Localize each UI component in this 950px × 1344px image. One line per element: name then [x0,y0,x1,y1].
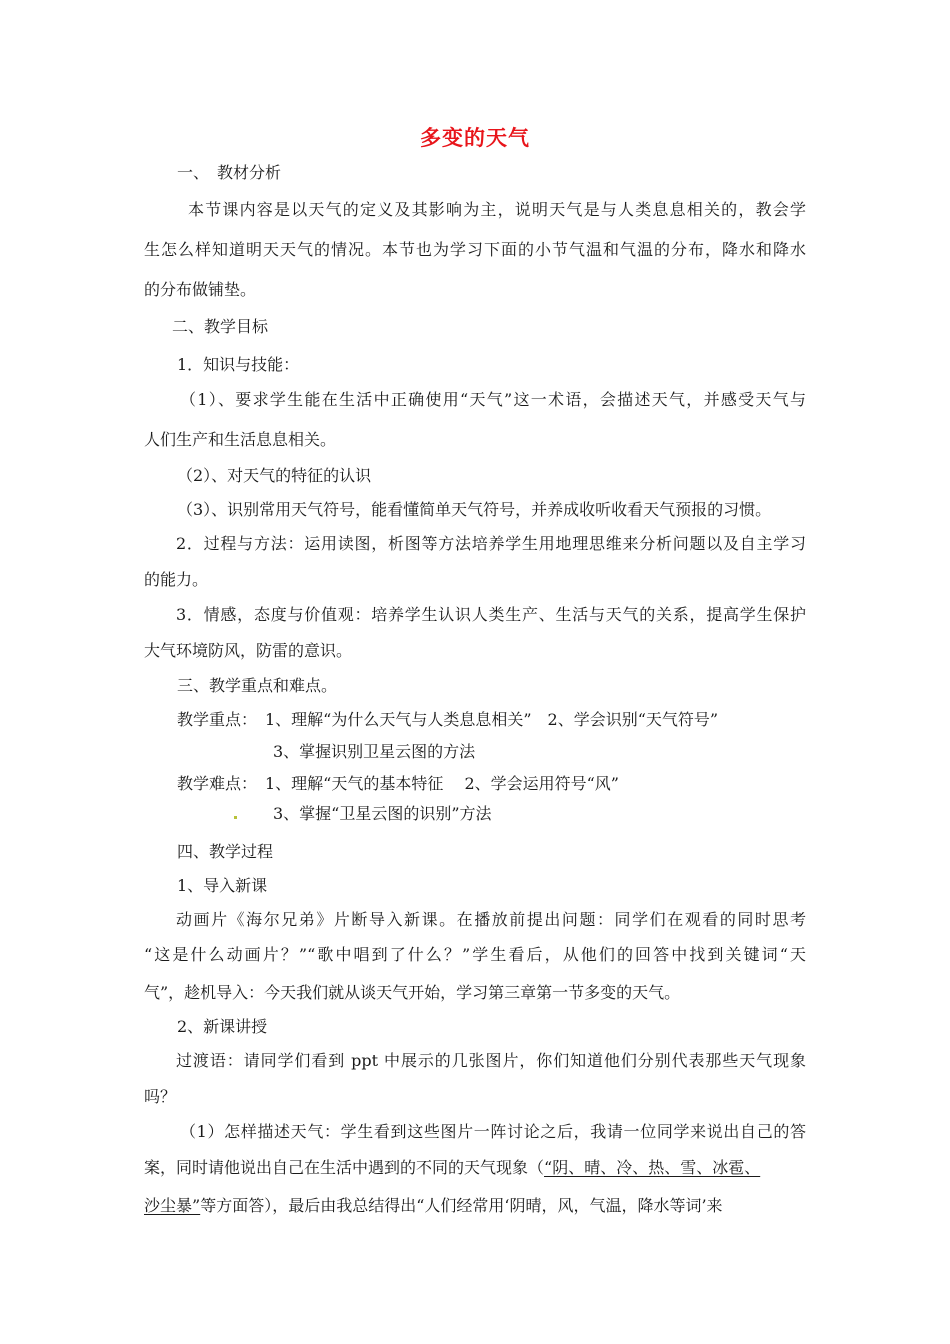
key-points-line: 3、掌握识别卫星云图的方法 [273,742,476,761]
key-points-line: 教学重点： 1、理解“为什么天气与人类息息相关” 2、学会识别“天气符号” [177,710,719,729]
paragraph-line: 3．情感，态度与价值观：培养学生认识人类生产、生活与天气的关系，提高学生保护 [176,605,806,624]
subheading-knowledge-skills: 1．知识与技能： [177,355,300,374]
paragraph-line: 气”，趁机导入：今天我们就从谈天气开始，学习第三章第一节多变的天气。 [144,983,681,1002]
paragraph-line [144,1158,760,1178]
paragraph-segment: 等方面答），最后由我总结得出“人们经常用‘阴晴，风，气温，降水等词’来 [200,1196,723,1215]
subheading-new-lesson: 2、新课讲授 [177,1017,268,1036]
list-item: （2）、对天气的特征的认识 [177,466,372,485]
paragraph-line: 生怎么样知道明天天气的情况。本节也为学习下面的小节气温和气温的分布，降水和降水 [144,240,806,259]
paragraph-line: （1）、要求学生能在生活中正确使用“天气”这一术语，会描述天气，并感受天气与 [180,390,806,409]
difficult-points-line: 3、掌握“卫星云图的识别”方法 [273,804,492,823]
stray-mark [234,816,237,819]
heading-teaching-goals: 二、教学目标 [172,317,269,336]
heading-textbook-analysis: 一、 教材分析 [177,163,282,182]
paragraph-line: 过渡语：请同学们看到 ppt 中展示的几张图片，你们知道他们分别代表那些天气现象 [176,1051,806,1070]
underlined-text: “阴、晴、冷、热、雪、冰雹、 [544,1158,761,1177]
subheading-introduction: 1、导入新课 [177,876,268,895]
heading-key-points: 三、教学重点和难点。 [177,676,338,695]
underlined-text: 沙尘暴” [144,1196,201,1215]
paragraph-line: “这是什么动画片？”“歌中唱到了什么？”学生看后，从他们的回答中找到关键词“天 [144,945,806,964]
paragraph-line: 2．过程与方法：运用读图，析图等方法培养学生用地理思维来分析问题以及自主学习 [176,534,806,553]
paragraph-line: 人们生产和生活息息相关。 [144,430,337,449]
paragraph-line [144,1196,723,1216]
paragraph-line: 动画片《海尔兄弟》片断导入新课。在播放前提出问题：同学们在观看的同时思考 [176,910,806,929]
paragraph-line: 的能力。 [144,570,209,589]
paragraph-line: 吗？ [144,1087,177,1106]
heading-teaching-process: 四、教学过程 [177,842,274,861]
paragraph-line: 大气环境防风，防雷的意识。 [144,641,353,660]
paragraph-line: 本节课内容是以天气的定义及其影响为主，说明天气是与人类息息相关的，教会学 [188,200,806,219]
paragraph-line: （1）怎样描述天气：学生看到这些图片一阵讨论之后，我请一位同学来说出自己的答 [180,1122,806,1141]
document-title: 多变的天气 [420,126,530,150]
paragraph-segment: 案，同时请他说出自己在生活中遇到的不同的天气现象（ [144,1158,545,1177]
list-item: （3）、识别常用天气符号，能看懂简单天气符号，并养成收听收看天气预报的习惯。 [177,500,772,519]
difficult-points-line: 教学难点： 1、理解“天气的基本特征 2、学会运用符号“风” [177,774,619,793]
paragraph-line: 的分布做铺垫。 [144,280,257,299]
